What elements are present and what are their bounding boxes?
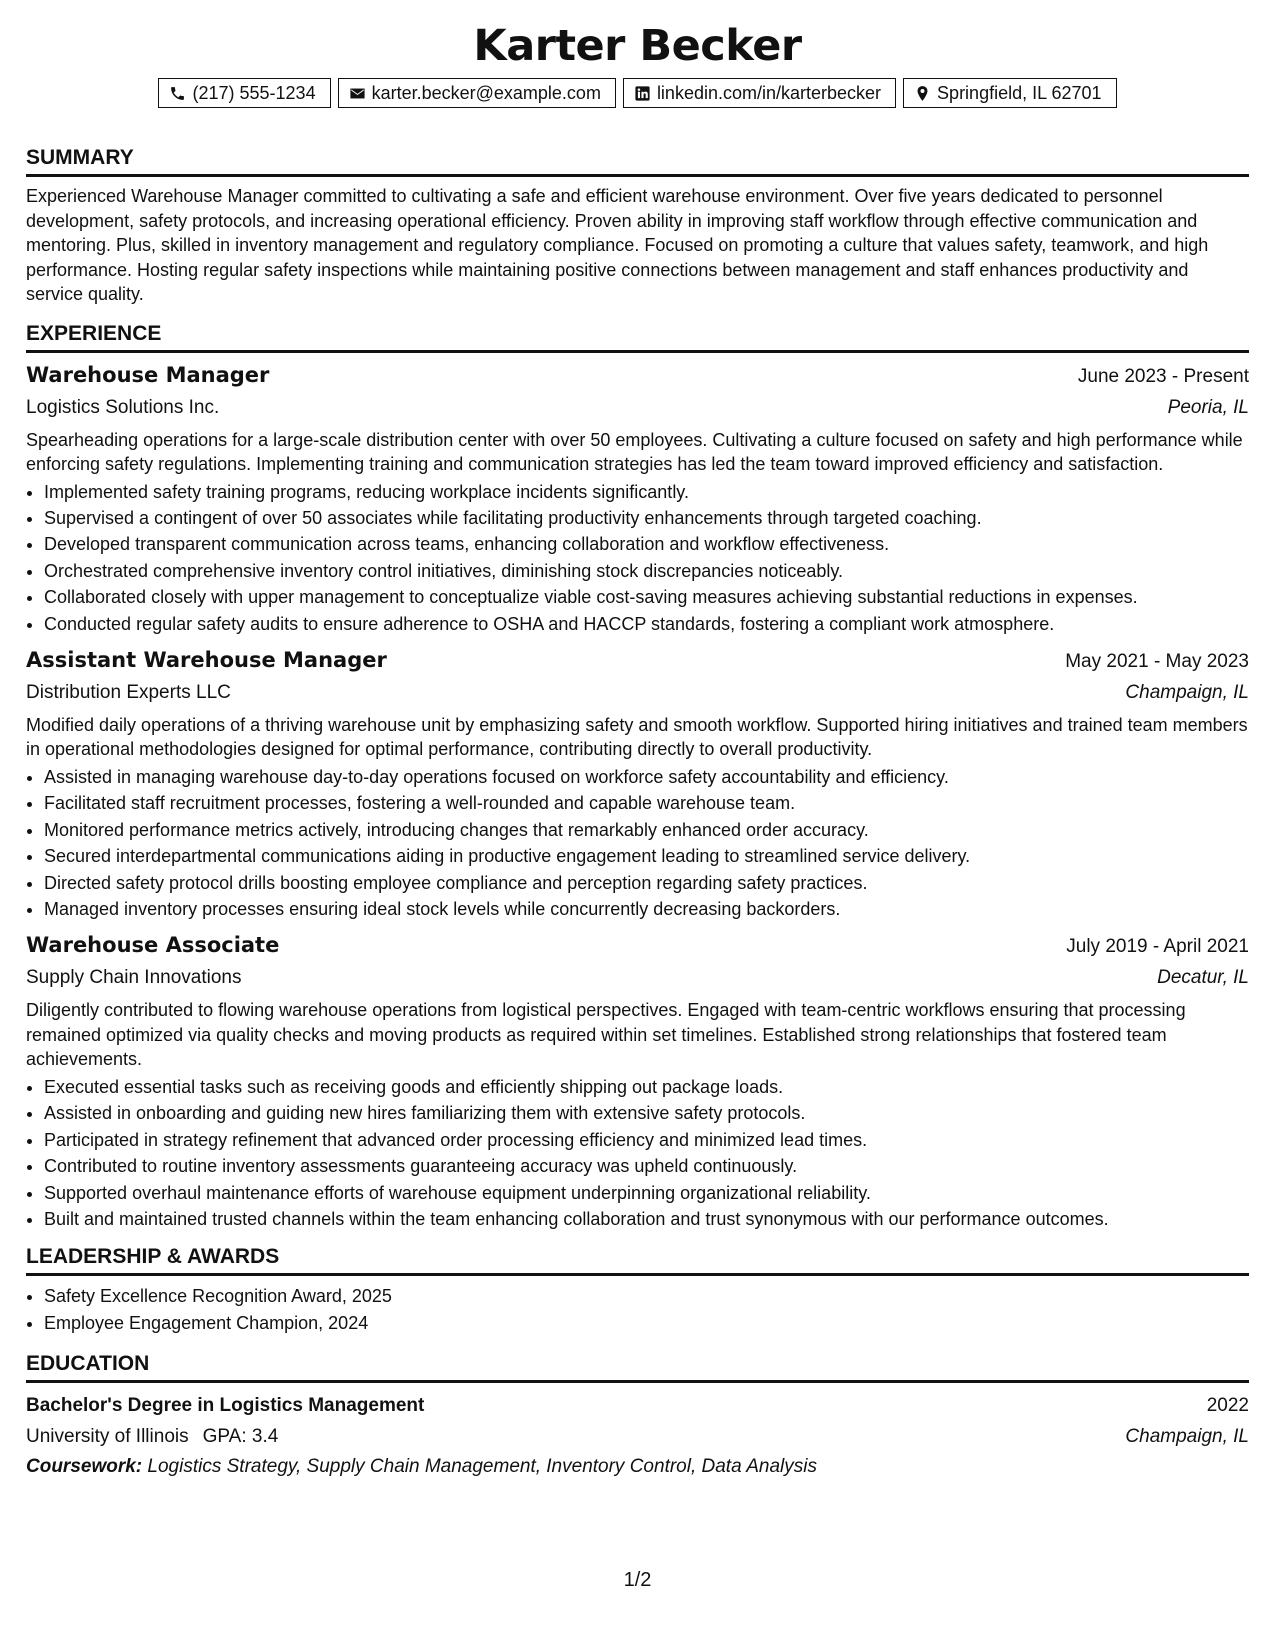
summary-heading: SUMMARY — [26, 145, 1249, 177]
candidate-name: Karter Becker — [473, 21, 802, 71]
job-location: Peoria, IL — [1167, 396, 1249, 418]
list-item: • Facilitated staff recruitment processes, fostering a well-rounded and capable warehouse team. — [44, 790, 1249, 816]
education-section — [26, 1351, 1249, 1482]
list-item: • Developed transparent communication across teams, enhancing collaboration and workflow effectiveness. — [44, 531, 1249, 557]
list-item: • Safety Excellence Recognition Award, 2025 — [44, 1283, 1249, 1310]
job-dates: June 2023 - Present — [1077, 365, 1249, 387]
education-heading: EDUCATION — [26, 1351, 1249, 1383]
contact-linkedin-text: linkedin.com/in/karterbecker — [656, 83, 882, 103]
job-title: Warehouse Manager — [26, 362, 270, 387]
job-description: Modified daily operations of a thriving warehouse unit by emphasizing safety and smooth workflow. Supported hiring initiatives and trained team members in operational methodologies designed for optimal performance, contributing directly to overall productivity. — [26, 714, 1248, 760]
experience-heading: EXPERIENCE — [26, 321, 1249, 353]
job-title: Warehouse Associate — [26, 933, 280, 958]
page-number: 1/2 — [623, 1569, 652, 1591]
contact-location-text: Springfield, IL 62701 — [937, 83, 1102, 103]
map-pin-icon — [914, 85, 931, 102]
coursework-label: Coursework: — [26, 1455, 143, 1477]
list-item: • Executed essential tasks such as receiving goods and efficiently shipping out package loads. — [44, 1074, 1249, 1100]
contact-phone-text: (217) 555-1234 — [192, 83, 316, 103]
school-location: Champaign, IL — [1125, 1425, 1249, 1447]
job-bullets — [26, 1074, 1249, 1232]
list-item: • Implemented safety training programs, reducing workplace incidents significantly. — [44, 479, 1249, 505]
list-item: • Participated in strategy refinement that advanced order processing efficiency and minimized lead times. — [44, 1127, 1249, 1153]
job-company: Distribution Experts LLC — [26, 681, 231, 703]
resume-content — [26, 20, 1249, 1482]
awards-list — [26, 1283, 1249, 1337]
school-name: University of Illinois — [26, 1425, 189, 1447]
list-item: • Supervised a contingent of over 50 associates while facilitating productivity enhancements through targeted coaching. — [44, 505, 1249, 531]
job-dates: May 2021 - May 2023 — [1065, 650, 1249, 672]
list-item: • Assisted in onboarding and guiding new hires familiarizing them with extensive safety protocols. — [44, 1100, 1249, 1126]
job-company: Logistics Solutions Inc. — [26, 396, 220, 418]
awards-heading: LEADERSHIP & AWARDS — [26, 1244, 1249, 1276]
list-item: • Contributed to routine inventory assessments guaranteeing accuracy was upheld continuously. — [44, 1153, 1249, 1179]
list-item: • Built and maintained trusted channels within the team enhancing collaboration and trust synonymous with our performance outcomes. — [44, 1206, 1249, 1232]
coursework-line — [26, 1452, 1249, 1482]
job-location: Champaign, IL — [1125, 681, 1249, 703]
envelope-icon — [349, 85, 366, 102]
list-item: • Monitored performance metrics actively, introducing changes that remarkably enhanced order accuracy. — [44, 817, 1249, 843]
list-item: • Orchestrated comprehensive inventory control initiatives, diminishing stock discrepancies noticeably. — [44, 558, 1249, 584]
job-company: Supply Chain Innovations — [26, 967, 242, 989]
job-description: Spearheading operations for a large-scale distribution center with over 50 employees. Cultivating a culture focused on safety and high performance while enforcing safety regulations. Implementing training and communication strategies has led the team toward improved efficiency and satisfaction. — [26, 429, 1243, 474]
job-entry — [26, 930, 1249, 1232]
list-item: • Assisted in managing warehouse day-to-day operations focused on workforce safety accountability and efficiency. — [44, 764, 1249, 790]
list-item: • Managed inventory processes ensuring ideal stock levels while concurrently decreasing backorders. — [44, 896, 1249, 922]
job-title: Assistant Warehouse Manager — [26, 647, 387, 672]
job-location: Decatur, IL — [1157, 967, 1249, 989]
job-entry — [26, 645, 1249, 922]
job-entry — [26, 360, 1249, 637]
school-line — [26, 1422, 278, 1451]
coursework-list: Logistics Strategy, Supply Chain Management, Inventory Control, Data Analysis — [147, 1455, 817, 1477]
summary-text: Experienced Warehouse Manager committed to cultivating a safe and efficient warehouse environment. Over five years dedicated to personnel development, safety protocols, and increasing operational efficiency. Proven ability in improving staff workflow through effective communication and mentoring. Plus, skilled in inventory management and regulatory compliance. Focused on promoting a culture that values safety, teamwork, and high performance. Hosting regular safety inspections while maintaining positive connections between management and staff enhances productivity and service quality. — [26, 186, 1209, 304]
degree-year: 2022 — [1206, 1394, 1249, 1416]
phone-icon — [169, 85, 186, 102]
contact-bar — [26, 78, 1249, 108]
gpa: GPA: 3.4 — [202, 1425, 279, 1447]
list-item: • Collaborated closely with upper management to conceptualize viable cost-saving measures achieving substantial reductions in expenses. — [44, 584, 1249, 610]
contact-email[interactable] — [338, 78, 616, 108]
list-item: • Supported overhaul maintenance efforts of warehouse equipment underpinning organizational reliability. — [44, 1180, 1249, 1206]
summary-section — [26, 145, 1249, 307]
linkedin-icon — [634, 85, 651, 102]
experience-section — [26, 321, 1249, 1233]
contact-email-text: karter.becker@example.com — [371, 83, 601, 103]
contact-phone[interactable] — [158, 78, 330, 108]
job-dates: July 2019 - April 2021 — [1066, 936, 1249, 958]
contact-location[interactable] — [903, 78, 1116, 108]
list-item: • Secured interdepartmental communications aiding in productive engagement leading to streamlined service delivery. — [44, 843, 1249, 869]
degree-title: Bachelor's Degree in Logistics Management — [26, 1394, 425, 1416]
list-item: • Directed safety protocol drills boosting employee compliance and perception regarding safety practices. — [44, 870, 1249, 896]
list-item: • Conducted regular safety audits to ensure adherence to OSHA and HACCP standards, fostering a compliant work atmosphere. — [44, 611, 1249, 637]
job-bullets — [26, 764, 1249, 922]
contact-linkedin[interactable] — [623, 78, 896, 108]
list-item: • Employee Engagement Champion, 2024 — [44, 1310, 1249, 1337]
awards-section — [26, 1244, 1249, 1337]
job-description: Diligently contributed to flowing warehouse operations from logistical perspectives. Engaged with team-centric workflows ensuring that processing remained optimized via quality checks and moving products as required within set timelines. Established strong relationships that fostered team achievements. — [26, 1000, 1186, 1070]
job-bullets — [26, 479, 1249, 637]
